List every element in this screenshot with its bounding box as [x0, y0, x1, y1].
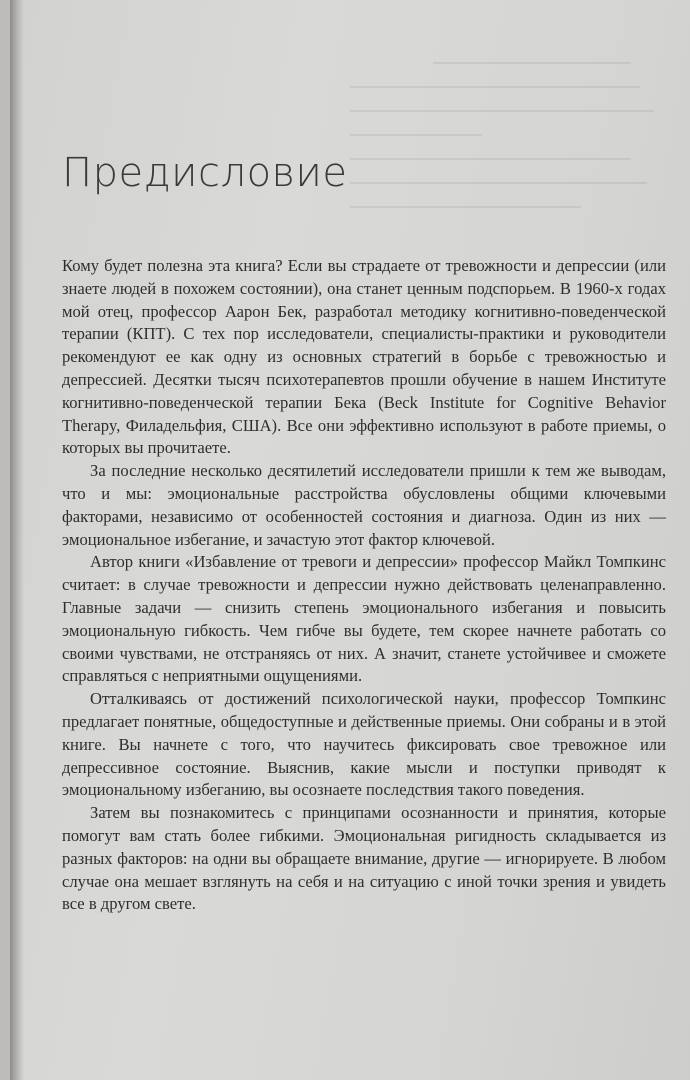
- paragraph: За последние несколько десятилетий исследователи пришли к тем же выводам, что и мы: эмоциональные расстройства обусловлены общими ключевыми факторами, независимо от особенностей состояния и диагноза. Один из них — эмоциональное избегание, и зачастую этот фактор ключевой.: [62, 461, 666, 549]
- paragraph: Отталкиваясь от достижений психологической науки, профессор Томпкинс предлагает понятные, общедоступные и действенные приемы. Они собраны и в этой книге. Вы начнете с того, что научитесь фиксировать свое тревожное или депрессивное состояние. Выяснив, какие мысли и поступки приводят к эмоциональному избеганию, вы осознаете последствия такого поведения.: [62, 689, 666, 800]
- paragraph: Кому будет полезна эта книга? Если вы страдаете от тревожности и депрессии (или знаете людей в похожем состоянии), она станет ценным подспорьем. В 1960-х годах мой отец, профессор Аарон Бек, разработал методику когнитивно-поведенческой терапии (КПТ). С тех пор исследователи, специалисты-практики и руководители рекомендуют ее как одну из основных стратегий в борьбе с тревожностью и депрессией. Десятки тысяч психотерапевтов прошли обучение в нашем Институте когнитивно-поведенческой терапии Бека (Beck Institute for Cognitive Behavior Therapy, Филадельфия, США). Все они эффективно используют в работе приемы, о которых вы прочитаете.: [62, 256, 666, 458]
- body-text: [62, 255, 666, 916]
- page-gutter-shadow: [10, 0, 24, 1080]
- chapter-title: Предисловие: [62, 150, 348, 196]
- paragraph: Автор книги «Избавление от тревоги и депрессии» профессор Майкл Томпкинс считает: в случае тревожности и депрессии нужно действовать целенаправленно. Главные задачи — снизить степень эмоционального избегания и повысить эмоциональную гибкость. Чем гибче вы будете, тем скорее начнете работать со своими чувствами, не отстраняясь от них. А значит, станете устойчивее и сможете справляться с неприятными ощущениями.: [62, 552, 666, 686]
- show-through-text: [350, 40, 680, 220]
- paragraph: Затем вы познакомитесь с принципами осознанности и принятия, которые помогут вам стать более гибкими. Эмоциональная ригидность складывается из разных факторов: на одни вы обращаете внимание, другие — игнорируете. В любом случае она мешает взглянуть на себя и на ситуацию с иной точки зрения и увидеть все в другом свете.: [62, 803, 666, 914]
- book-page: [10, 0, 690, 1080]
